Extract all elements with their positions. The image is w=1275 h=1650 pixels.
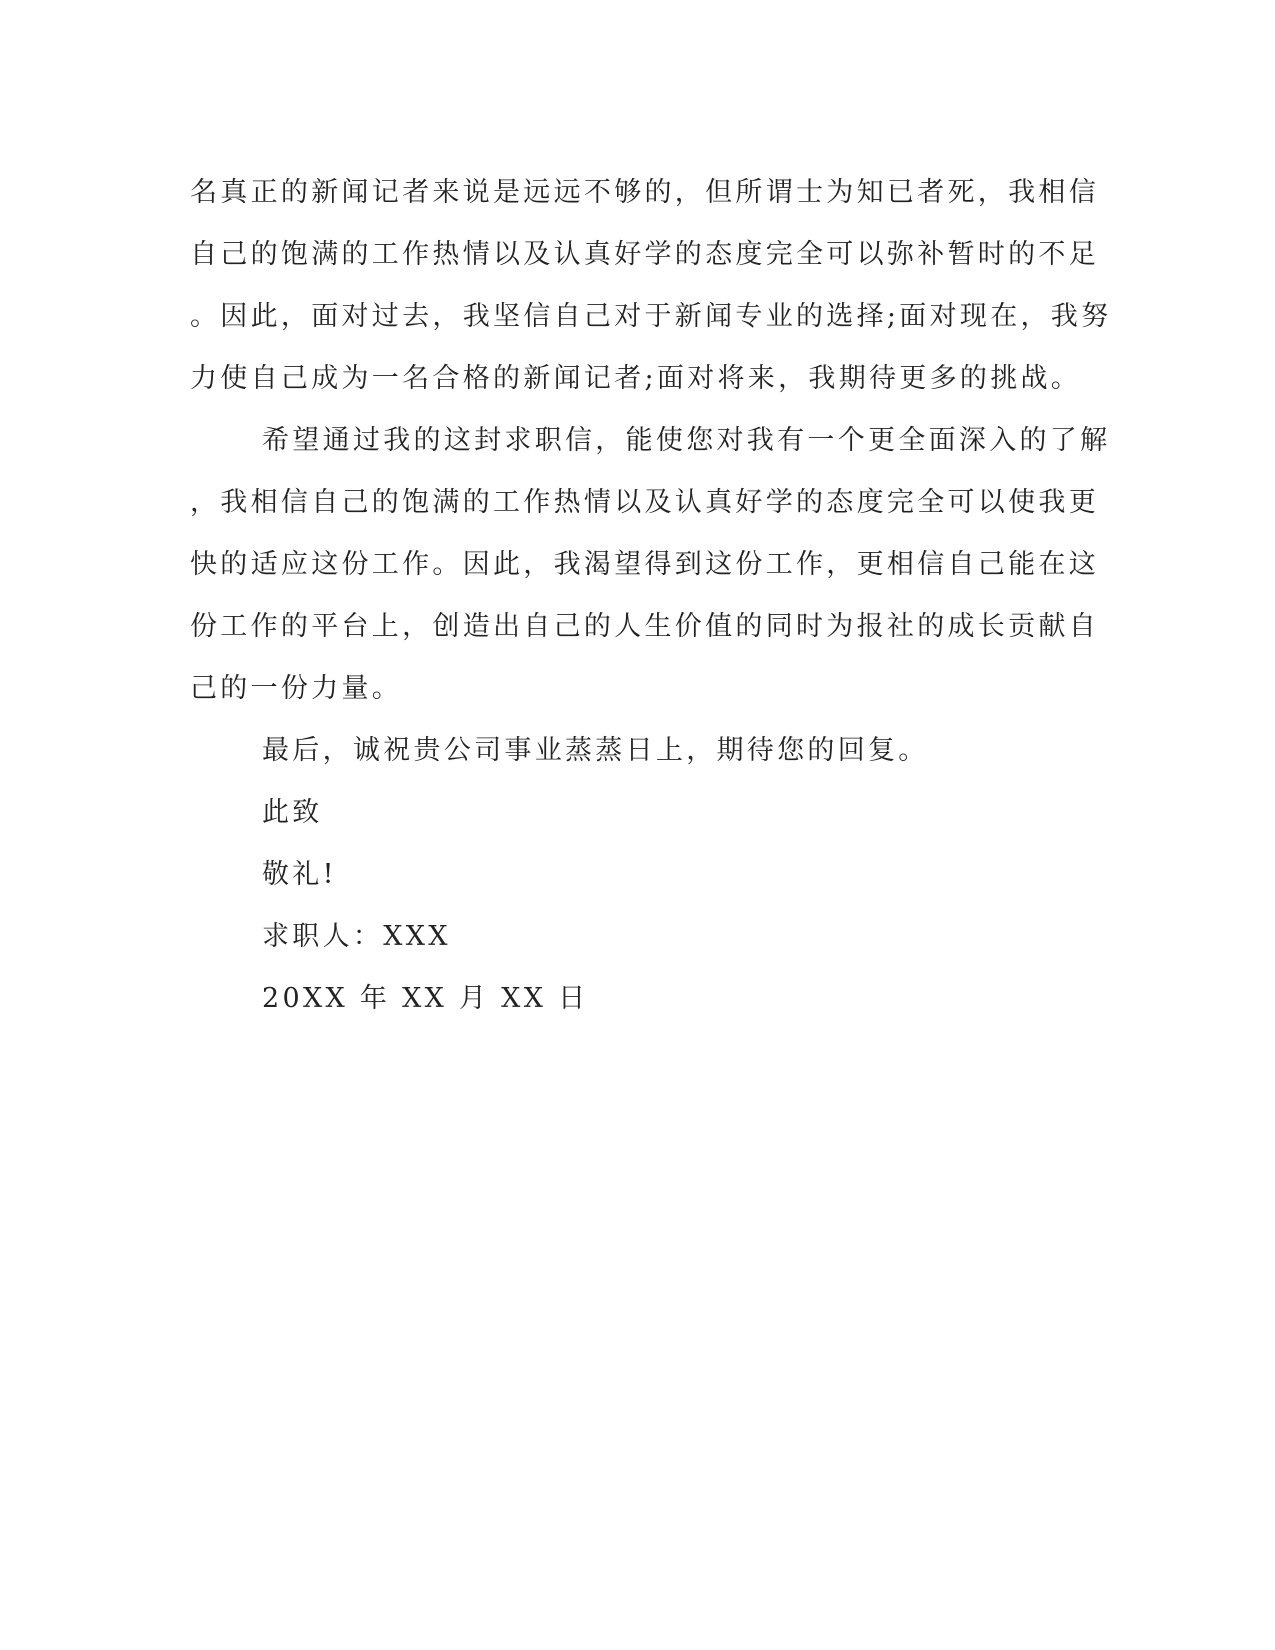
letter-body [190, 162, 1112, 1030]
paragraph-line: 快的适应这份工作。因此，我渴望得到这份工作，更相信自己能在这 [190, 549, 1099, 580]
paragraph-line: 自己的饱满的工作热情以及认真好学的态度完全可以弥补暂时的不足 [190, 239, 1099, 270]
paragraph-line: ，我相信自己的饱满的工作热情以及认真好学的态度完全可以使我更 [190, 487, 1099, 518]
paragraph-line: 己的一份力量。 [190, 673, 403, 704]
paragraph-line: 份工作的平台上，创造出自己的人生价值的同时为报社的成长贡献自 [190, 611, 1099, 642]
paragraph-line: 。因此，面对过去，我坚信自己对于新闻专业的选择;面对现在，我努 [190, 301, 1112, 332]
salutation-line: 敬礼! [262, 859, 337, 890]
paragraph-line: 名真正的新闻记者来说是远远不够的，但所谓士为知已者死，我相信 [190, 177, 1099, 208]
date-line: 20XX 年 XX 月 XX 日 [262, 983, 589, 1014]
signature-line: 求职人：XXX [262, 921, 451, 952]
salutation-line: 此致 [262, 797, 323, 828]
closing-wish: 最后，诚祝贵公司事业蒸蒸日上，期待您的回复。 [262, 735, 929, 766]
paragraph-line: 力使自己成为一名合格的新闻记者;面对将来，我期待更多的挑战。 [190, 363, 1082, 394]
paragraph-line: 希望通过我的这封求职信，能使您对我有一个更全面深入的了解 [262, 425, 1111, 456]
